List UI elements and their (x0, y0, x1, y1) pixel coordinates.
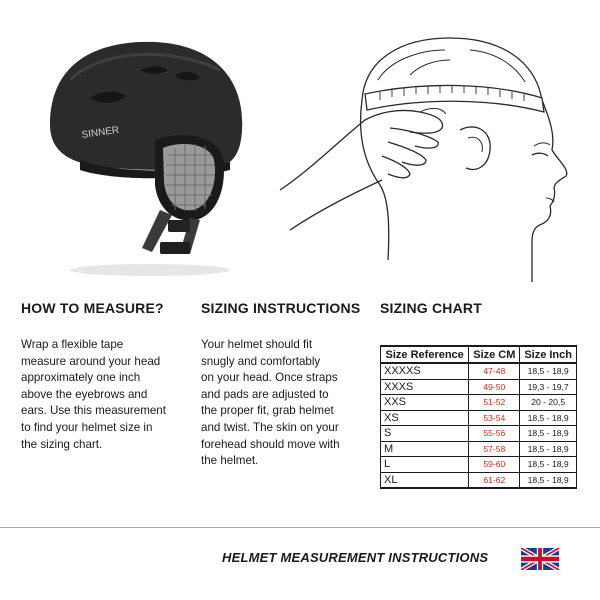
size-inch-cell: 20 - 20,5 (520, 395, 577, 411)
sizing-chart-title: SIZING CHART (380, 300, 482, 316)
size-inch-cell: 18,5 - 18,9 (520, 363, 577, 379)
text-line: above the eyebrows and (21, 387, 148, 401)
sizing-chart-table (380, 345, 577, 489)
helmet-image (30, 20, 260, 280)
table-row (381, 363, 577, 379)
footer-title: HELMET MEASUREMENT INSTRUCTIONS (222, 550, 489, 565)
text-line: and pads are adjusted to (201, 387, 329, 401)
text-line: Your helmet should fit (201, 338, 313, 351)
size-inch-cell: 18,5 - 18,9 (520, 457, 577, 473)
text-line: forehead should move with (201, 437, 340, 451)
size-cm-cell: 49-50 (469, 379, 520, 395)
column-header: Size Reference (381, 346, 469, 363)
size-inch-cell: 18,5 - 18,9 (520, 441, 577, 457)
sizing-chart-section (380, 300, 580, 316)
size-cm-cell: 59-60 (469, 457, 520, 473)
size-inch-cell: 18,5 - 18,9 (520, 410, 577, 426)
column-header: Size Inch (520, 346, 577, 363)
text-line: to find your helmet size in (21, 420, 153, 434)
text-line: ears. Use this measurement (21, 404, 166, 418)
text-line: the proper fit, grab helmet (201, 404, 334, 418)
table-row (381, 457, 577, 473)
how-to-measure-section (21, 300, 181, 453)
sizing-instructions-title: SIZING INSTRUCTIONS (201, 300, 361, 316)
column-header: Size CM (469, 346, 520, 363)
text-line: approximately one inch (21, 371, 141, 385)
how-to-measure-title: HOW TO MEASURE? (21, 300, 164, 316)
size-cm-cell: 47-48 (469, 363, 520, 379)
helmet-brand: SINNER (80, 124, 120, 141)
size-cm-cell: 55-56 (469, 426, 520, 442)
text-line: on your head. Once straps (201, 371, 338, 385)
table-row (381, 410, 577, 426)
how-to-measure-text (21, 337, 181, 453)
size-reference-cell: XXXS (381, 379, 469, 395)
size-inch-cell: 18,5 - 18,9 (520, 472, 577, 488)
text-line: Wrap a flexible tape (21, 338, 124, 351)
illustration-area (0, 0, 600, 290)
footer-divider (0, 527, 600, 528)
size-reference-cell: L (381, 457, 469, 473)
head-measurement-illustration (270, 20, 590, 290)
text-line: snugly and comfortably (201, 354, 321, 368)
table-header-row (381, 346, 577, 363)
size-cm-cell: 53-54 (469, 410, 520, 426)
size-reference-cell: XS (381, 410, 469, 426)
text-line: and twist. The skin on your (201, 420, 339, 434)
uk-flag-icon (521, 548, 559, 570)
text-line: the sizing chart. (21, 437, 103, 451)
size-reference-cell: S (381, 426, 469, 442)
sizing-instructions-section (201, 300, 361, 470)
table-row (381, 426, 577, 442)
table-row (381, 395, 577, 411)
size-reference-cell: XXXXS (381, 363, 469, 379)
size-inch-cell: 19,3 - 19,7 (520, 379, 577, 395)
sizing-instructions-text (201, 337, 356, 470)
size-inch-cell: 18,5 - 18,9 (520, 426, 577, 442)
size-reference-cell: XL (381, 472, 469, 488)
size-cm-cell: 61-62 (469, 472, 520, 488)
size-cm-cell: 57-58 (469, 441, 520, 457)
table-row (381, 441, 577, 457)
table-row (381, 472, 577, 488)
size-reference-cell: M (381, 441, 469, 457)
size-reference-cell: XXS (381, 395, 469, 411)
size-cm-cell: 51-52 (469, 395, 520, 411)
text-line: measure around your head (21, 354, 161, 368)
table-row (381, 379, 577, 395)
text-line: the helmet. (201, 454, 259, 468)
